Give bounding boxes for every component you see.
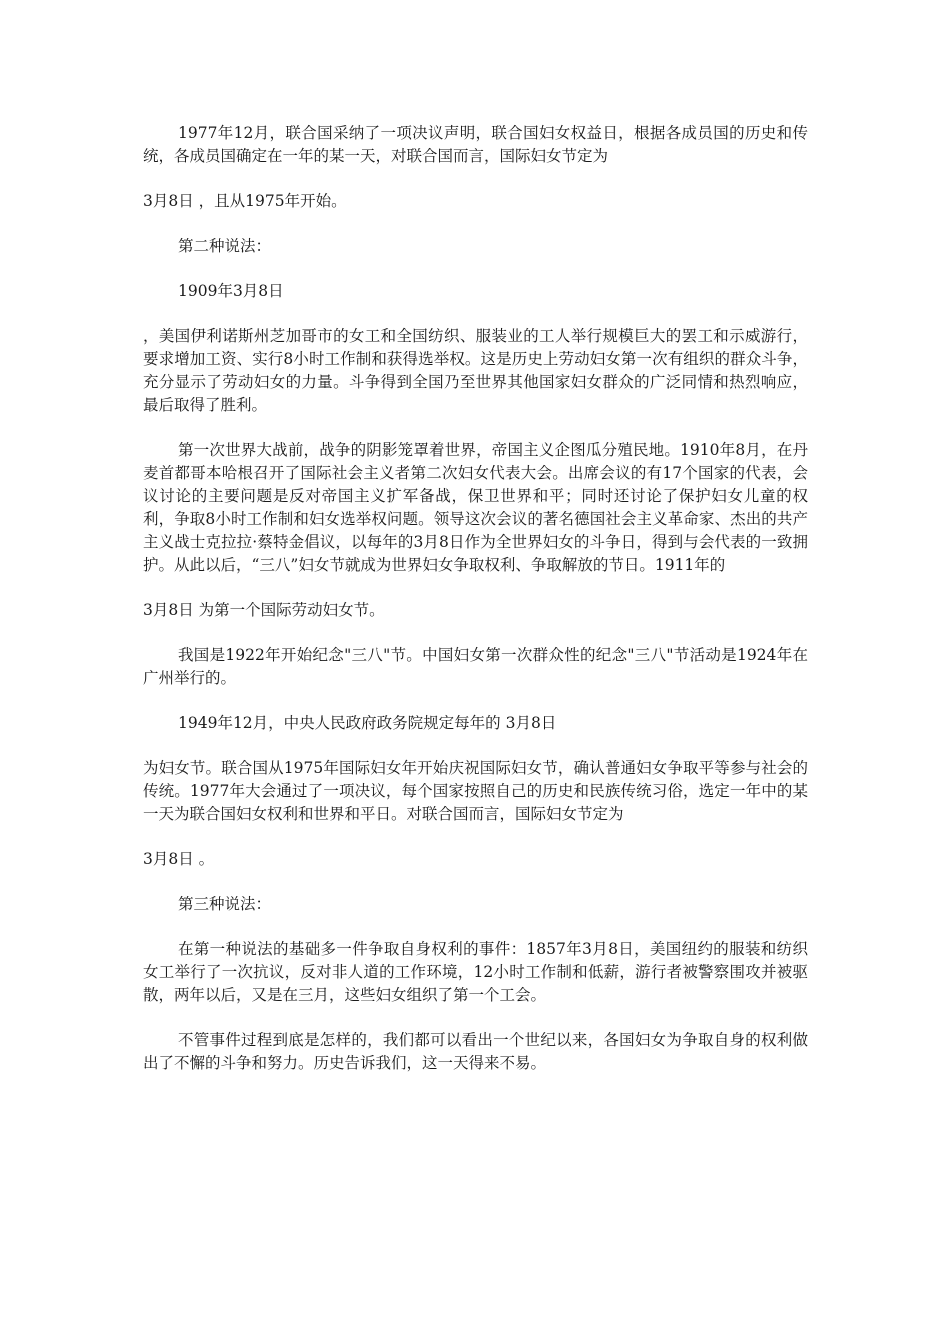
paragraph-copenhagen-1910: 第一次世界大战前，战争的阴影笼罩着世界，帝国主义企图瓜分殖民地。1910年8月，在丹麦首都哥本哈根召开了国际社会主义者第二次妇女代表大会。出席会议的有17个国家的代表，会议讨论的主要问题是反对帝国主义扩军备战，保卫世界和平；同时还讨论了保护妇女儿童的权利，争取8小时工作制和妇女选举权问题。领导这次会议的著名德国社会主义革命家、杰出的共产主义战士克拉拉·蔡特金倡议，以每年的3月8日作为全世界妇女的斗争日，得到与会代表的一致拥护。从此以后，“三八”妇女节就成为世界妇女争取权利、争取解放的节日。1911年的: [143, 441, 808, 574]
paragraph-date-1909: 1909年3月8日: [178, 282, 284, 300]
paragraph-march-8-1975: 3月8日 ，且从1975年开始。: [143, 192, 347, 210]
paragraph-china-1922: 我国是1922年开始纪念"三八"节。中国妇女第一次群众性的纪念"三八"节活动是1924年在广州举行的。: [143, 646, 808, 687]
paragraph-conclusion: 不管事件过程到底是怎样的，我们都可以看出一个世纪以来，各国妇女为争取自身的权利做出了不懈的斗争和努力。历史告诉我们，这一天得来不易。: [143, 1031, 808, 1072]
paragraph-china-1949: 1949年12月，中央人民政府政务院规定每年的 3月8日: [178, 714, 557, 732]
heading-third-theory: 第三种说法：: [178, 895, 272, 913]
paragraph-chicago-strike: ，美国伊利诺斯州芝加哥市的女工和全国纺织、服装业的工人举行规模巨大的罢工和示威游行，要求增加工资、实行8小时工作制和获得选举权。这是历史上劳动妇女第一次有组织的群众斗争，充分显示了劳动妇女的力量。斗争得到全国乃至世界其他国家妇女群众的广泛同情和热烈响应，最后取得了胜利。: [143, 327, 808, 414]
paragraph-march-8: 3月8日 。: [143, 850, 215, 868]
heading-second-theory: 第二种说法：: [178, 237, 272, 255]
document-body: [143, 122, 808, 1097]
paragraph-first-womens-day: 3月8日 为第一个国际劳动妇女节。: [143, 601, 385, 619]
paragraph-un-1977: 1977年12月，联合国采纳了一项决议声明，联合国妇女权益日，根据各成员国的历史和传统，各成员国确定在一年的某一天，对联合国而言，国际妇女节定为: [143, 124, 808, 165]
paragraph-new-york-1857: 在第一种说法的基础多一件争取自身权利的事件：1857年3月8日，美国纽约的服装和纺织女工举行了一次抗议，反对非人道的工作环境，12小时工作制和低薪，游行者被警察围攻并被驱散，两年以后，又是在三月，这些妇女组织了第一个工会。: [143, 940, 808, 1004]
paragraph-un-1975: 为妇女节。联合国从1975年国际妇女年开始庆祝国际妇女节，确认普通妇女争取平等参与社会的传统。1977年大会通过了一项决议，每个国家按照自己的历史和民族传统习俗，选定一年中的某一天为联合国妇女权利和世界和平日。对联合国而言，国际妇女节定为: [143, 759, 808, 823]
